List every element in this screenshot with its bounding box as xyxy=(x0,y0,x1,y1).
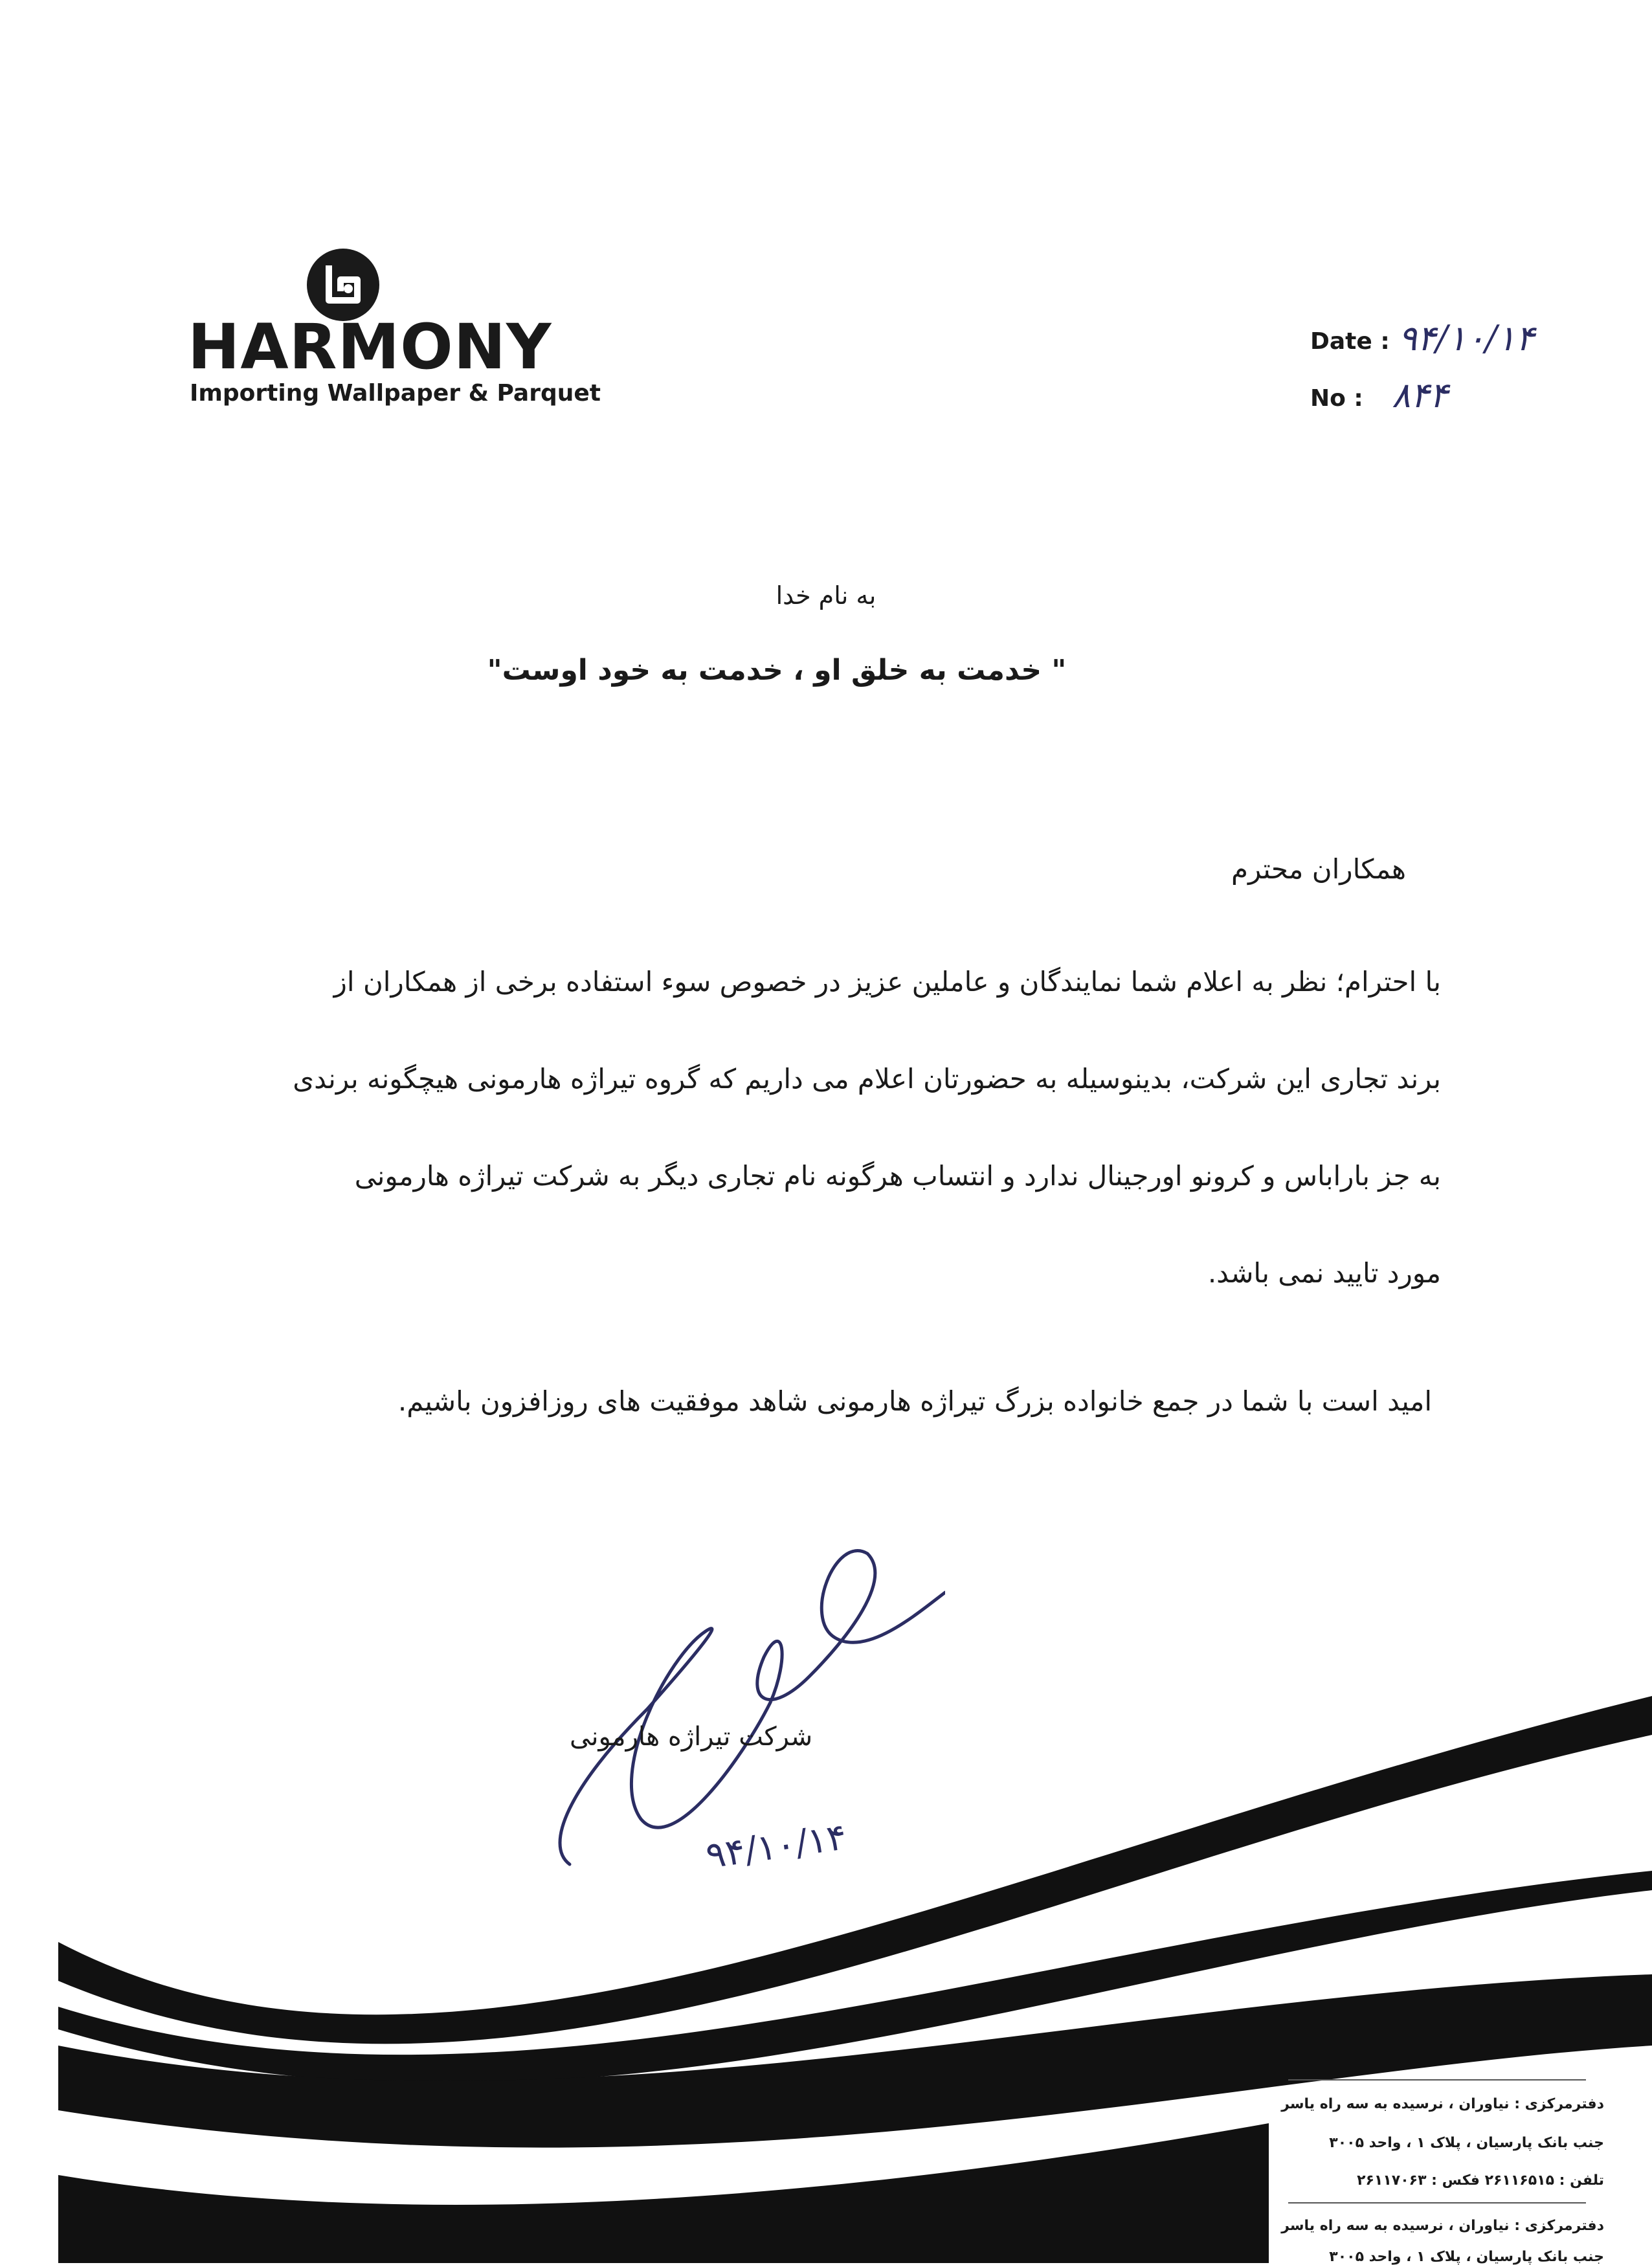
footer-address-line: جنب بانک پارسیان ، پلاک ۱ ، واحد ۳۰۰۵ xyxy=(1329,2249,1604,2265)
paragraph-line: به جز باراباس و کرونو اورجینال ندارد و انتساب هرگونه نام تجاری دیگر به شرکت تیراژه هارمونی xyxy=(354,1160,1441,1192)
signatory-name: شرکت تیراژه هارمونی xyxy=(570,1722,813,1752)
number-label: No : xyxy=(1310,385,1363,412)
footer-divider xyxy=(1288,2079,1586,2081)
footer-address-line: جنب بانک پارسیان ، پلاک ۱ ، واحد ۳۰۰۵ xyxy=(1329,2135,1604,2151)
paragraph-line: برند تجاری این شرکت، بدینوسیله به حضورتان اعلام می داریم که گروه تیراژه هارمونی هیچگونه برندی xyxy=(293,1063,1441,1095)
footer-divider xyxy=(1288,2202,1586,2204)
footer-address-line: دفترمرکزی : نیاوران ، نرسیده به سه راه یاسر xyxy=(1281,2096,1604,2112)
date-value: ۹۴/۱۰/۱۴ xyxy=(1398,318,1535,359)
paragraph-line: مورد تایید نمی باشد. xyxy=(1207,1257,1441,1289)
brand-name: HARMONY xyxy=(188,311,552,383)
salutation: همکاران محترم xyxy=(1231,853,1406,885)
footer-address-line: دفترمرکزی : نیاوران ، نرسیده به سه راه یاسر xyxy=(1281,2218,1604,2234)
bismillah: به نام خدا xyxy=(776,581,876,610)
motto: " خدمت به خلق او ، خدمت به خود اوست" xyxy=(487,654,1067,687)
footer-contact-line: تلفن : ۲۶۱۱۶۵۱۵ فکس : ۲۶۱۱۷۰۶۳ xyxy=(1357,2172,1604,2189)
signature-date: ۹۴/۱۰/۱۴ xyxy=(703,1816,849,1877)
handwritten-signature xyxy=(531,1541,945,1877)
number-value: ۸۴۴ xyxy=(1392,375,1449,416)
closing-sentence: امید است با شما در جمع خانواده بزرگ تیراژه هارمونی شاهد موفقیت های روزافزون باشیم. xyxy=(397,1385,1432,1417)
date-label: Date : xyxy=(1310,328,1390,355)
paragraph-line: با احترام؛ نظر به اعلام شما نمایندگان و عاملین عزیز در خصوص سوء استفاده برخی از همکاران از xyxy=(333,966,1441,998)
brand-tagline: Importing Wallpaper & Parquet xyxy=(190,380,601,407)
